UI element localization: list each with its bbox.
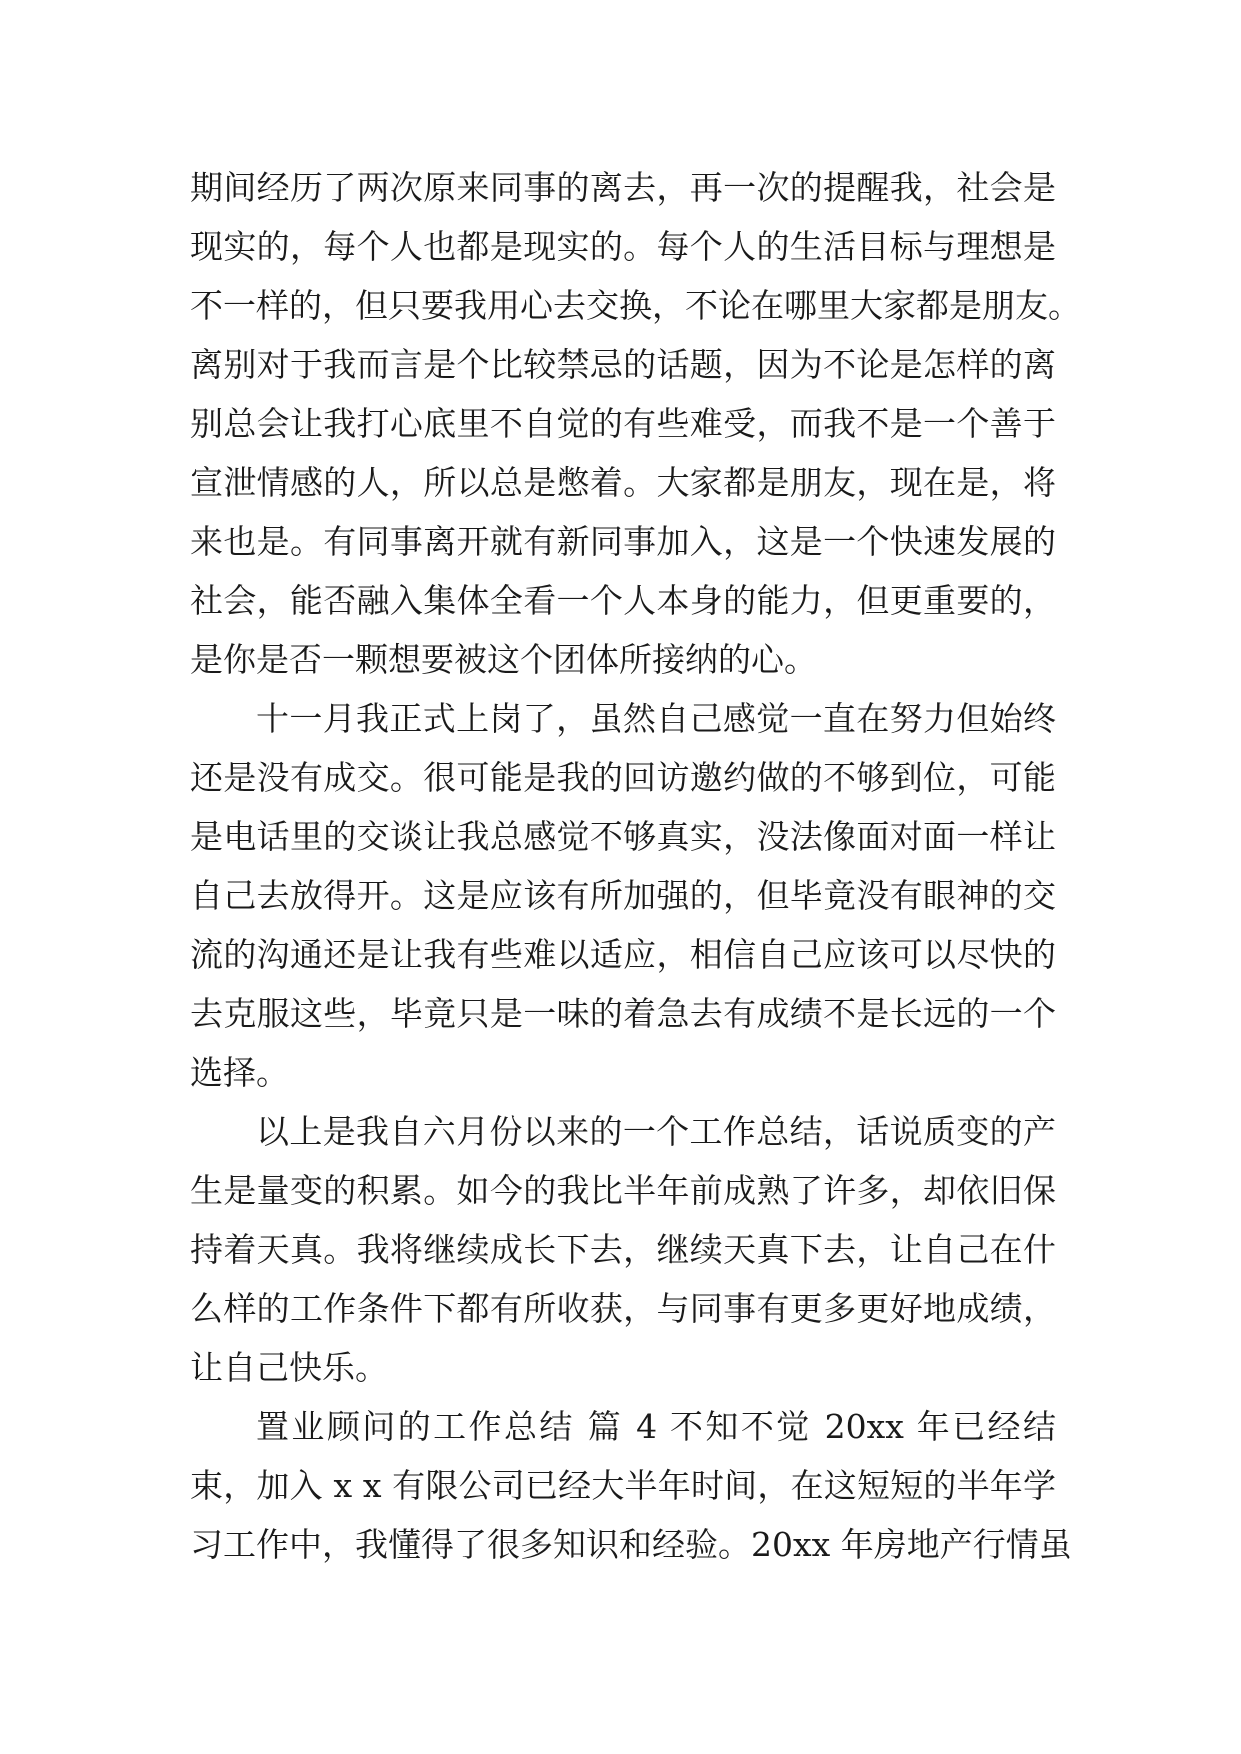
text-line: 束，加入 x x 有限公司已经大半年时间，在这短短的半年学: [190, 1466, 1056, 1505]
document-body: [190, 158, 1081, 1574]
text-line: 自己去放得开。这是应该有所加强的，但毕竟没有眼神的交: [190, 876, 1056, 915]
text-line: 现实的，每个人也都是现实的。每个人的生活目标与理想是: [190, 227, 1056, 266]
text-line: 流的沟通还是让我有些难以适应，相信自己应该可以尽快的: [190, 935, 1056, 974]
text-line: 是电话里的交谈让我总感觉不够真实，没法像面对面一样让: [190, 817, 1056, 856]
text-line: 生是量变的积累。如今的我比半年前成熟了许多，却依旧保: [190, 1171, 1056, 1210]
text-line: 别总会让我打心底里不自觉的有些难受，而我不是一个善于: [190, 404, 1056, 443]
text-line: 还是没有成交。很可能是我的回访邀约做的不够到位，可能: [190, 758, 1056, 797]
text-line: 让自己快乐。: [190, 1348, 388, 1387]
paragraph-first-line: 十一月我正式上岗了，虽然自己感觉一直在努力但始终: [256, 699, 1056, 738]
paragraph-first-line: 以上是我自六月份以来的一个工作总结，话说质变的产: [256, 1112, 1056, 1151]
text-line: 习工作中，我懂得了很多知识和经验。20xx 年房地产行情虽: [190, 1525, 1072, 1564]
text-line: 社会，能否融入集体全看一个人本身的能力，但更重要的，: [190, 581, 1056, 620]
section-heading-line: 置业顾问的工作总结 篇 4 不知不觉 20xx 年已经结: [256, 1407, 1056, 1446]
text-line: 来也是。有同事离开就有新同事加入，这是一个快速发展的: [190, 522, 1056, 561]
text-line: 期间经历了两次原来同事的离去，再一次的提醒我，社会是: [190, 168, 1056, 207]
text-line: 离别对于我而言是个比较禁忌的话题，因为不论是怎样的离: [190, 345, 1056, 384]
text-line: 去克服这些，毕竟只是一味的着急去有成绩不是长远的一个: [190, 994, 1056, 1033]
text-line: 么样的工作条件下都有所收获，与同事有更多更好地成绩，: [190, 1289, 1056, 1328]
text-line: 宣泄情感的人，所以总是憋着。大家都是朋友，现在是，将: [190, 463, 1056, 502]
text-line: 持着天真。我将继续成长下去，继续天真下去，让自己在什: [190, 1230, 1056, 1269]
text-line: 选择。: [190, 1053, 289, 1092]
text-line: 是你是否一颗想要被这个团体所接纳的心。: [190, 640, 817, 679]
text-line: 不一样的，但只要我用心去交换，不论在哪里大家都是朋友。: [190, 286, 1081, 325]
